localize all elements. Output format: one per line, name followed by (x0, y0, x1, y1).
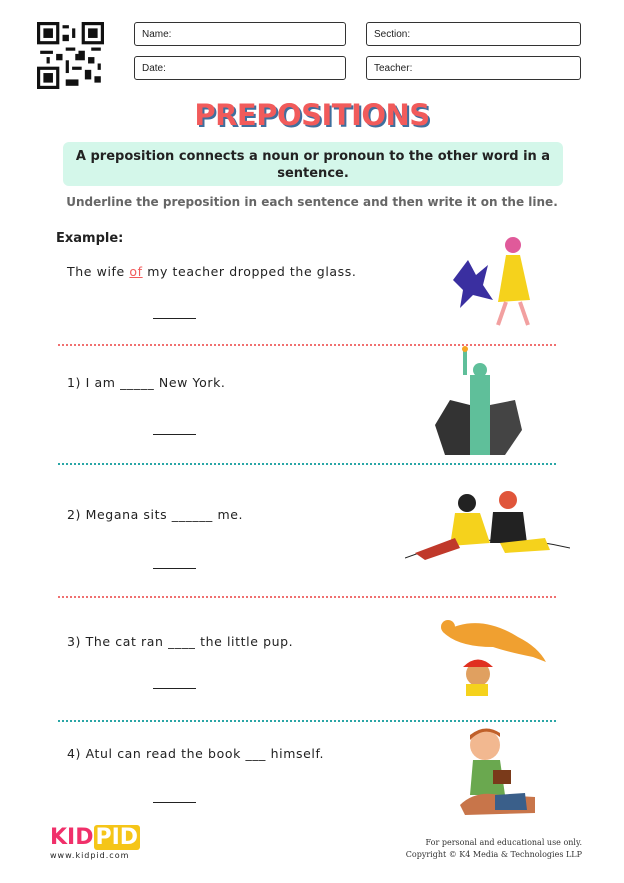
example-answer: of (129, 264, 143, 279)
section-label: Section: (374, 29, 411, 40)
question-3: 3) The cat ran ____ the little pup. (67, 634, 294, 649)
answer-line[interactable] (153, 688, 196, 689)
divider (58, 720, 556, 722)
boy-reading-illustration (455, 725, 545, 820)
cat-and-pup-illustration (438, 612, 548, 702)
question-4: 4) Atul can read the book ___ himself. (67, 746, 325, 761)
divider (58, 596, 556, 598)
name-label: Name: (142, 29, 172, 40)
teacher-field[interactable] (366, 56, 581, 80)
copyright: Copyright © K4 Media & Technologies LLP (405, 850, 582, 859)
question-2: 2) Megana sits ______ me. (67, 507, 244, 522)
answer-line[interactable] (153, 434, 196, 435)
friends-sitting-illustration (405, 488, 570, 568)
divider (58, 463, 556, 465)
logo-part-kid: KID (50, 825, 94, 850)
page-title: PREPOSITIONS (194, 98, 430, 132)
section-field[interactable] (366, 22, 581, 46)
woman-dropping-glass-illustration (448, 230, 538, 330)
definition-box: A preposition connects a noun or pronoun to the other word in a sentence. (63, 142, 563, 186)
question-1: 1) I am _____ New York. (67, 375, 226, 390)
instruction: Underline the preposition in each sentence and then write it on the line. (66, 195, 558, 209)
name-field[interactable] (134, 22, 346, 46)
example-text-after: my teacher dropped the glass. (142, 264, 357, 279)
statue-of-liberty-illustration (430, 345, 525, 460)
logo-part-pid: PID (95, 825, 139, 850)
answer-line[interactable] (153, 802, 196, 803)
website-link[interactable]: www.kidpid.com (50, 851, 130, 860)
teacher-label: Teacher: (374, 63, 413, 74)
qr-code (37, 22, 104, 89)
date-field[interactable] (134, 56, 346, 80)
answer-line[interactable] (153, 318, 196, 319)
answer-line[interactable] (153, 568, 196, 569)
example-sentence (67, 264, 356, 279)
date-label: Date: (142, 63, 166, 74)
kidpid-logo (50, 825, 140, 850)
example-label: Example: (56, 231, 124, 246)
example-text-before: The wife (67, 264, 130, 279)
usage-note: For personal and educational use only. (425, 838, 582, 847)
